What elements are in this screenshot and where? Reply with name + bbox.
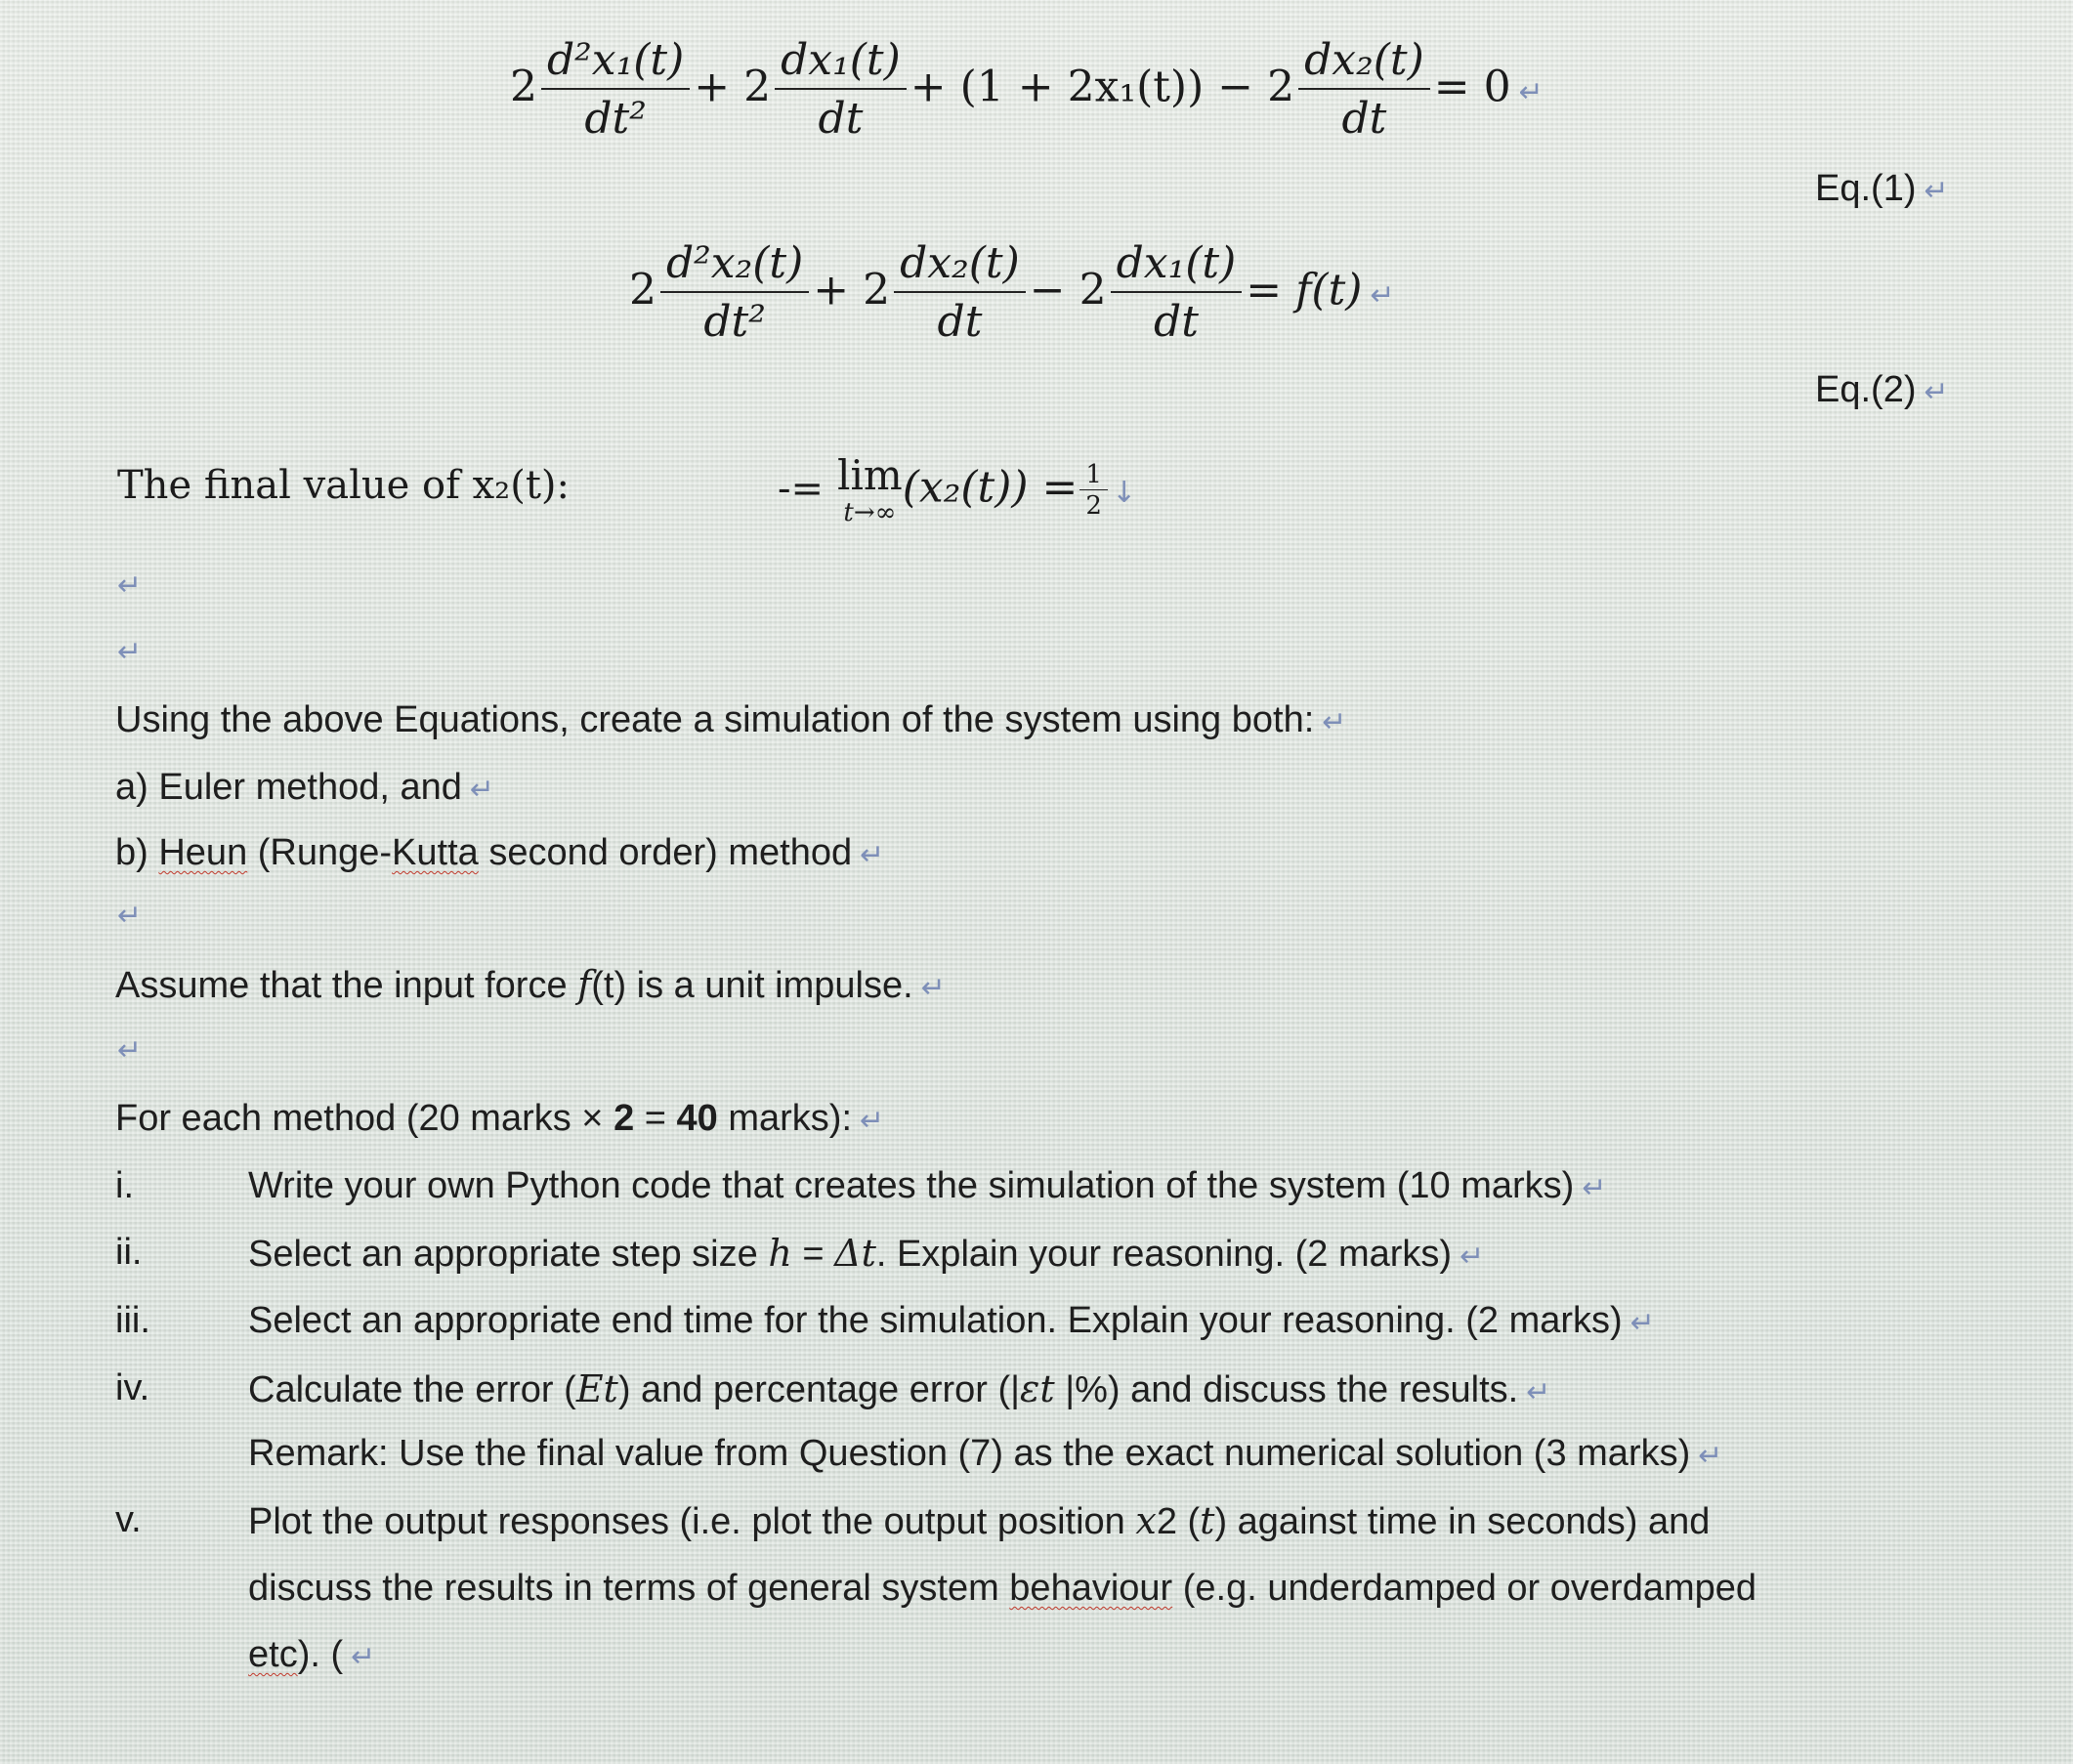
eq2-coefficient: 2 [629, 265, 656, 315]
equation-1 [510, 35, 1544, 144]
eq2-fraction-1: $\frac{\text{d²x₂(t)}}{\text{dt²}}$ [660, 242, 809, 344]
return-mark-icon: ↵ [1518, 74, 1544, 109]
spellcheck-behaviour: behaviour [1009, 1568, 1173, 1609]
list-item: Select an appropriate step size h = Δt. Explain your reasoning. (2 marks) ↵ [248, 1232, 1485, 1275]
remark-line: Remark: Use the final value from Question (7) as the exact numerical solution (3 marks) ↵ [248, 1433, 1723, 1474]
list-numeral: iv. [115, 1367, 150, 1408]
return-mark-icon: ↵ [1460, 1239, 1485, 1274]
list-numeral: iii. [115, 1300, 150, 1341]
intro-paragraph: Using the above Equations, create a simulation of the system using both: ↵ [115, 699, 1347, 740]
spellcheck-etc: etc [248, 1634, 298, 1675]
eq2-fraction-3: $\frac{\text{dx₁(t)}}{dt}$ [1111, 242, 1243, 344]
eq2-rhs: = f(t) [1246, 265, 1363, 315]
eq1-fraction-1: $\frac{\text{d²x₁(t)}}{\text{dt²}}$ [541, 39, 690, 141]
final-value-prefix: -= [778, 466, 825, 512]
return-mark-icon: ↵ [1322, 705, 1347, 739]
list-item: Calculate the error (Et) and percentage error (|εt |%) and discuss the results. ↵ [248, 1367, 1551, 1410]
final-value-expression [778, 451, 1137, 527]
assumption-line: Assume that the input force f(t) is a unit impulse. ↵ [115, 963, 946, 1006]
equation-2 [629, 238, 1395, 347]
return-mark-icon: ↵ [117, 1033, 143, 1068]
method-a-line: a) Euler method, and ↵ [115, 767, 495, 808]
eq2-operator-2: − 2 [1029, 265, 1107, 315]
eq2-label: Eq.(2) ↵ [1815, 369, 1949, 410]
return-mark-icon: ↵ [469, 773, 495, 807]
final-value-fraction: $\frac{1}{2}$ [1079, 462, 1108, 519]
limit-operator: lim t→∞ [837, 451, 903, 527]
return-mark-icon: ↵ [117, 635, 143, 669]
eq1-operator-1: + 2 [694, 62, 772, 112]
eq1-rhs: = 0 [1433, 62, 1511, 112]
eq2-fraction-2: $\frac{\text{dx₂(t)}}{dt}$ [894, 242, 1026, 344]
eq1-label: Eq.(1) ↵ [1815, 168, 1949, 209]
eq1-middle-term: + (1 + 2x₁(t)) − 2 [910, 62, 1295, 112]
return-mark-icon: ↵ [860, 838, 885, 872]
eq1-fraction-3: $\frac{\text{dx₂(t)}}{dt}$ [1298, 39, 1430, 141]
return-mark-icon: ↵ [1629, 1306, 1655, 1340]
eq2-operator-1: + 2 [813, 265, 891, 315]
return-mark-icon: ↵ [1370, 277, 1395, 313]
return-mark-icon: ↵ [1526, 1375, 1551, 1409]
eq1-coefficient: 2 [510, 62, 537, 112]
list-item-continuation: etc). ( ↵ [248, 1634, 376, 1675]
return-mark-icon: ↵ [351, 1640, 376, 1674]
list-item: Write your own Python code that creates the simulation of the system (10 marks) ↵ [248, 1165, 1607, 1206]
list-numeral: ii. [115, 1232, 143, 1273]
return-mark-icon: ↵ [117, 899, 143, 933]
list-item: Plot the output responses (i.e. plot the output position x2 (t) against time in seconds) and [248, 1499, 1711, 1542]
return-mark-icon: ↵ [1924, 174, 1949, 208]
list-numeral: v. [115, 1499, 142, 1540]
eq1-fraction-2: $\frac{\text{dx₁(t)}}{dt}$ [775, 39, 907, 141]
down-arrow-icon: ↓ [1111, 475, 1137, 510]
method-b-line: b) Heun (Runge-Kutta second order) method ↵ [115, 832, 885, 873]
marks-line: For each method (20 marks × 2 = 40 marks): ↵ [115, 1098, 885, 1139]
spellcheck-heun: Heun [158, 832, 248, 873]
return-mark-icon: ↵ [117, 568, 143, 603]
return-mark-icon: ↵ [1924, 375, 1949, 409]
list-numeral: i. [115, 1165, 134, 1206]
list-item-continuation: discuss the results in terms of general system behaviour (e.g. underdamped or overdamped [248, 1568, 1757, 1609]
return-mark-icon: ↵ [1698, 1439, 1723, 1473]
final-value-label: The final value of x₂(t): [117, 463, 570, 508]
list-item: Select an appropriate end time for the simulation. Explain your reasoning. (2 marks) ↵ [248, 1300, 1655, 1341]
return-mark-icon: ↵ [860, 1104, 885, 1138]
return-mark-icon: ↵ [920, 971, 946, 1005]
spellcheck-kutta: Kutta [392, 832, 479, 873]
return-mark-icon: ↵ [1582, 1171, 1607, 1205]
limit-expression: (x₂(t)) = [902, 462, 1079, 513]
